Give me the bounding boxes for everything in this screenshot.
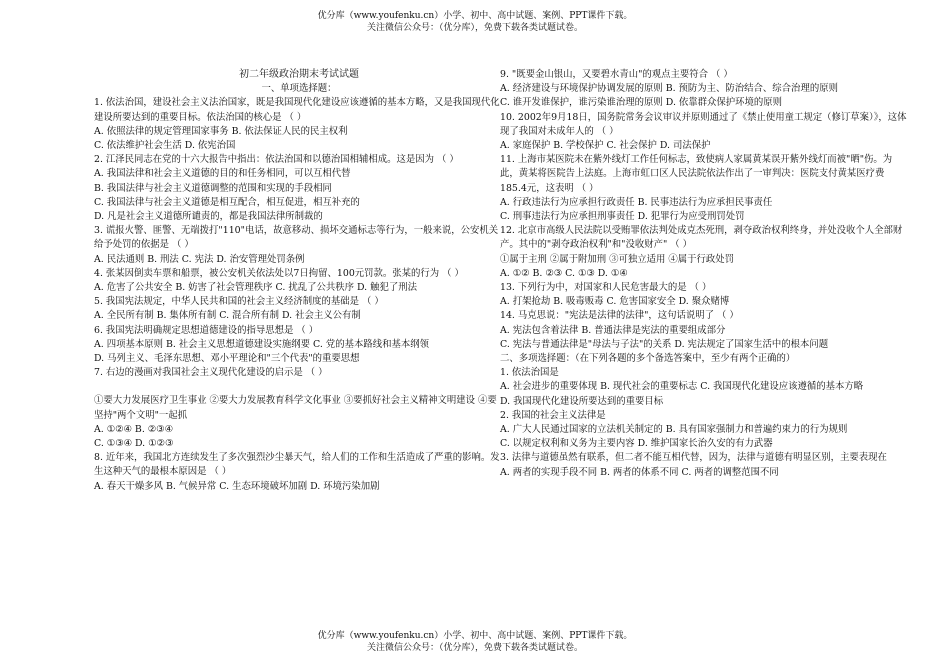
question-5: 5. 我国宪法规定，中华人民共和国的社会主义经济制度的基础是 （ ） — [94, 296, 384, 308]
q6-option-d: D. 马列主义、毛泽东思想、邓小平理论和"三个代表"的重要思想 — [94, 353, 360, 365]
q1-options-ab: A. 依照法律的规定管理国家事务 B. 依法保证人民的民主权利 — [94, 125, 348, 137]
q2-option-a: A. 我国法律和社会主义道德的目的和任务相同，可以互相代替 — [94, 168, 351, 180]
question-13: 13. 下列行为中，对国家和人民危害最大的是 （ ） — [500, 282, 712, 294]
q10-options: A. 家庭保护 B. 学校保护 C. 社会保护 D. 司法保护 — [500, 140, 711, 152]
q3-options: A. 民法通则 B. 刑法 C. 宪法 D. 治安管理处罚条例 — [94, 253, 305, 265]
q2-option-b: B. 我国法律与社会主义道德调整的范围和实现的手段相同 — [94, 182, 332, 194]
page-header — [0, 10, 950, 34]
right-column — [500, 68, 910, 480]
left-column — [94, 68, 504, 494]
question-8: 8. 近年来，我国北方连续发生了多次强烈沙尘暴天气，给人们的工作和生活造成了严重的影响。发生这种天气的最根本原因是 （ ） — [94, 452, 500, 478]
question-10: 10. 2002年9月18日，国务院常务会议审议并原则通过了《禁止使用童工规定（修订草案）》，这体现了我国对未成年人的 （ ） — [500, 111, 907, 137]
q12-options: A. ①② B. ②③ C. ①③ D. ①④ — [500, 267, 628, 279]
header-line-1: 优分库（www.youfenku.cn）小学、初中、高中试题、案例、PPT课件下载。 — [317, 11, 633, 21]
question-9: 9. "既要金山银山，又要碧水青山"的观点主要符合 （ ） — [500, 69, 733, 80]
mc-q1-options-abc: A. 社会进步的重要体现 B. 现代社会的重要标志 C. 我国现代化建设应该遵循的基本方略 — [500, 381, 864, 393]
q14-options-ab: A. 宪法包含着法律 B. 普通法律是宪法的重要组成部分 — [500, 324, 726, 336]
question-11: 11. 上海市某医院未在紫外线灯工作任何标志，致使病人家属黄某误开紫外线灯而被"晒"伤。为此，黄某将医院告上法庭。上海市虹口区人民法院依法作出了一审判决：医院支付黄某医疗费185.4元，这表明 （ ） — [500, 154, 893, 194]
question-1: 1. 依法治国，建设社会主义法治国家，既是我国现代化建设应该遵循的基本方略，又是我国现代化建设所要达到的重要目标。依法治国的核心是 （ ） — [94, 97, 500, 123]
mc-q2-options-cd: C. 以规定权利和义务为主要内容 D. 维护国家长治久安的有力武器 — [500, 438, 773, 450]
question-12: 12. 北京市高级人民法院以受贿罪依法判处成克杰死刑，剥夺政治权利终身，并处没收个人全部财产。其中的"剥夺政治权利"和"没收财产" （ ） — [500, 225, 903, 251]
q2-option-c: C. 我国法律与社会主义道德是相互配合，相互促进，相互补充的 — [94, 196, 360, 208]
question-2: 2. 江泽民同志在党的十六大报告中指出：依法治国和以德治国相辅相成。这是因为 （ ） — [94, 154, 459, 166]
mc-question-1: 1. 依法治国是 — [500, 367, 559, 379]
q6-options-abc: A. 四项基本原则 B. 社会主义思想道德建设实施纲要 C. 党的基本路线和基本纲领 — [94, 338, 429, 350]
header-line-2: 关注微信公众号：（优分库），免费下载各类试题试卷。 — [366, 23, 583, 33]
q7-options-cd: C. ①③④ D. ①②③ — [94, 438, 174, 450]
mc-q2-options-ab: A. 广大人民通过国家的立法机关制定的 B. 具有国家强制力和普遍约束力的行为规则 — [500, 424, 848, 436]
section-heading-single-choice: 一、单项选择题： — [261, 83, 337, 95]
mc-q3-options: A. 两者的实现手段不同 B. 两者的体系不同 C. 两者的调整范围不同 — [500, 466, 779, 478]
question-7: 7. 右边的漫画对我国社会主义现代化建设的启示是 （ ） — [94, 367, 328, 379]
q4-options: A. 危害了公共安全 B. 妨害了社会管理秩序 C. 扰乱了公共秩序 D. 触犯了刑法 — [94, 282, 417, 294]
question-14: 14. 马克思说："宪法是法律的法律"，这句话说明了 （ ） — [500, 310, 739, 322]
q11-options-cd: C. 刑事违法行为应承担刑事责任 D. 犯罪行为应受刑罚处罚 — [500, 211, 745, 223]
section-heading-multiple-choice: 二、多项选择题：（在下列各题的多个备选答案中，至少有两个正确的） — [500, 353, 796, 365]
footer-line-1: 优分库（www.youfenku.cn）小学、初中、高中试题、案例、PPT课件下载。 — [317, 631, 633, 641]
cartoon-space — [94, 380, 504, 394]
q7-options-ab: A. ①②④ B. ②③④ — [94, 423, 173, 435]
q5-options: A. 全民所有制 B. 集体所有制 C. 混合所有制 D. 社会主义公有制 — [94, 310, 361, 322]
mc-question-2: 2. 我国的社会主义法律是 — [500, 409, 606, 421]
q14-options-cd: C. 宪法与普通法律是"母法与子法"的关系 D. 宪法规定了国家生活中的根本问题 — [500, 338, 829, 350]
exam-title: 初二年级政治期末考试试题 — [239, 69, 359, 80]
q13-options: A. 打架抢劫 B. 吸毒贩毒 C. 危害国家安全 D. 聚众赌博 — [500, 296, 730, 308]
q12-statements: ①属于主刑 ②属于附加刑 ③可独立适用 ④属于行政处罚 — [500, 253, 734, 265]
q9-options-ab: A. 经济建设与环境保护协调发展的原则 B. 预防为主、防治结合、综合治理的原则 — [500, 83, 838, 95]
q9-options-cd: C. 谁开发谁保护，谁污染谁治理的原则 D. 依靠群众保护环境的原则 — [500, 97, 783, 109]
q8-options: A. 春天干燥多风 B. 气候异常 C. 生态环境破坏加剧 D. 环境污染加剧 — [94, 480, 380, 492]
page-footer — [0, 630, 950, 654]
question-4: 4. 张某因倒卖车票和船票，被公安机关依法处以7日拘留、100元罚款。张某的行为 （ ） — [94, 267, 464, 279]
q11-options-ab: A. 行政违法行为应承担行政责任 B. 民事违法行为应承担民事责任 — [500, 196, 773, 208]
mc-question-3: 3. 法律与道德虽然有联系，但二者不能互相代替，因为，法律与道德有明显区别，主要表现在 — [500, 452, 887, 464]
mc-q1-option-d: D. 我国现代化建设所要达到的重要目标 — [500, 395, 664, 407]
q2-option-d: D. 凡是社会主义道德所谴责的，都是我国法律所制裁的 — [94, 211, 323, 223]
q1-options-cd: C. 依法维护社会生活 D. 依宪治国 — [94, 140, 236, 152]
question-6: 6. 我国宪法明确规定思想道德建设的指导思想是 （ ） — [94, 324, 319, 336]
question-3: 3. 谎报火警、匪警、无端拨打"110"电话，故意移动、损坏交通标志等行为，一般来说，公安机关给予处罚的依据是 （ ） — [94, 225, 499, 251]
q7-statements: ①要大力发展医疗卫生事业 ②要大力发展教育科学文化事业 ③要抓好社会主义精神文明建设 ④要坚持"两个文明"一起抓 — [94, 395, 497, 421]
footer-line-2: 关注微信公众号：（优分库），免费下载各类试题试卷。 — [366, 643, 583, 653]
